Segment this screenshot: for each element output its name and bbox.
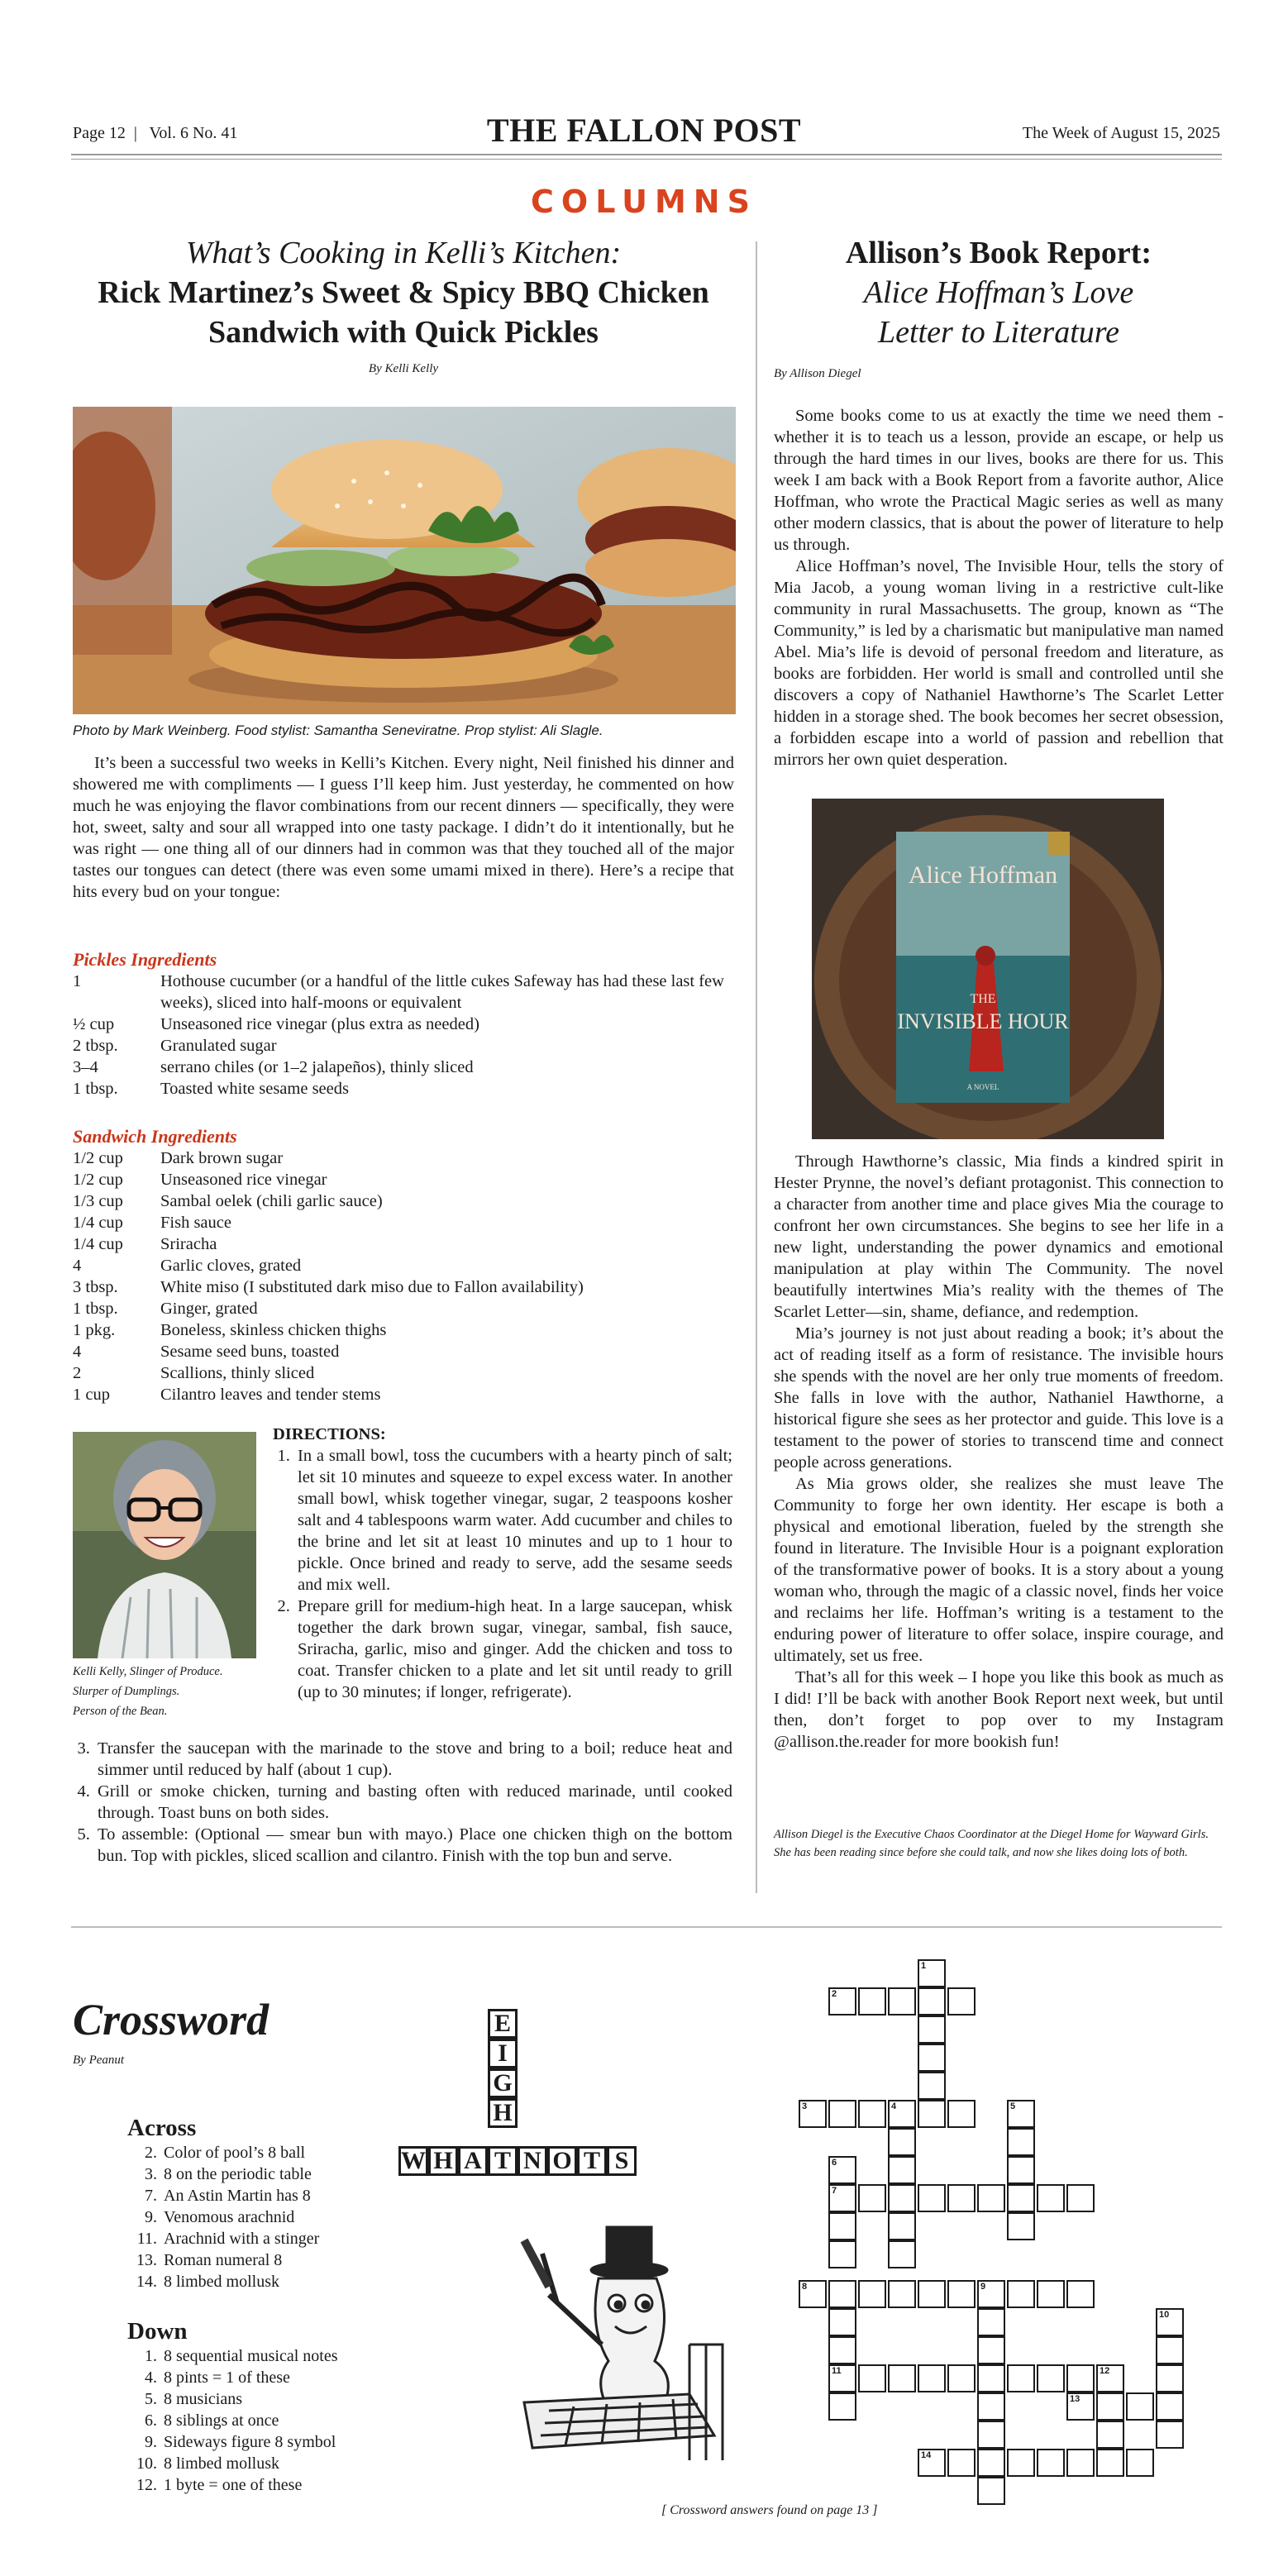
- grid-number: 4: [891, 2101, 897, 2111]
- grid-cell[interactable]: [918, 2044, 946, 2072]
- book-body-top: [774, 405, 1224, 770]
- grid-cell[interactable]: [1037, 2184, 1065, 2212]
- grid-cell[interactable]: [1156, 2364, 1184, 2392]
- book-paragraph: Through Hawthorne’s classic, Mia finds a kindred spirit in Hester Prynne, the novel’s defiant protagonist. This connection to a character from another time and place gives Mia the courage to confront her own circumstances. She begins to see her life in a new light, understanding the power dynamics and emotional manipulation at play within The Community. The novel beautifully intertwines Mia’s reality with the themes of The Scarlet Letter—sin, shame, defiance, and redemption.: [774, 1152, 1224, 1321]
- clue-item: [127, 2388, 392, 2410]
- recipe-byline: By Kelli Kelly: [368, 362, 439, 375]
- grid-cell[interactable]: [977, 2449, 1005, 2477]
- clue-item: [127, 2206, 392, 2228]
- grid-number: 2: [832, 1989, 837, 1999]
- bio-line: Kelli Kelly, Slinger of Produce.: [73, 1665, 223, 1678]
- grid-cell[interactable]: [1096, 2449, 1124, 2477]
- ingredient-qty: 1/4 cup: [73, 1235, 123, 1253]
- sandwich-heading: Sandwich Ingredients: [73, 1126, 237, 1147]
- book-cover-illustration: [812, 799, 1164, 1139]
- ingredient-row: [73, 971, 734, 1014]
- grid-cell[interactable]: [858, 2100, 886, 2128]
- book-paragraph: Mia’s journey is not just about reading a book; it’s about the act of reading itself as a form of resistance. The invisible hours she spends with the novel are her only true moments of freedom. She falls in love with the author, Nathaniel Hawthorne, a historical figure she sees as her protector and guide. This love is a testament to the power of stories to transcend time and connect people across generations.: [774, 1324, 1224, 1472]
- clue-item: [127, 2345, 392, 2367]
- grid-cell[interactable]: [918, 1987, 946, 2015]
- ingredient-item: Granulated sugar: [160, 1037, 277, 1055]
- down-list: [127, 2345, 392, 2496]
- grid-cell[interactable]: [947, 2280, 976, 2308]
- clue-item: [127, 2142, 392, 2163]
- ingredient-qty: 1/2 cup: [73, 1149, 123, 1167]
- directions-block-top: [273, 1424, 732, 1703]
- grid-cell[interactable]: [888, 2364, 916, 2392]
- across-list: [127, 2142, 392, 2292]
- grid-cell[interactable]: [828, 2280, 856, 2308]
- book-article: [774, 233, 1224, 381]
- grid-cell[interactable]: [1156, 2336, 1184, 2364]
- newspaper-title: THE FALLON POST: [486, 112, 802, 149]
- grid-cell[interactable]: [918, 2449, 946, 2477]
- sandwich-photo: [73, 407, 736, 714]
- grid-cell[interactable]: [799, 2100, 827, 2128]
- ingredient-row: [73, 1190, 734, 1212]
- grid-number: 12: [1100, 2366, 1110, 2376]
- directions-title: DIRECTIONS:: [273, 1425, 386, 1443]
- clue-text: 8 musicians: [164, 2390, 242, 2408]
- ingredient-qty: 1: [73, 972, 82, 990]
- recipe-intro: [73, 752, 734, 903]
- clue-item: [127, 2163, 392, 2185]
- example-letter-cell: E: [488, 2009, 518, 2039]
- crossword-byline: By Peanut: [73, 2054, 125, 2067]
- ingredient-qty: 1/3 cup: [73, 1192, 123, 1210]
- column-divider: [756, 241, 757, 1893]
- grid-cell[interactable]: [828, 2240, 856, 2268]
- grid-cell[interactable]: [828, 2336, 856, 2364]
- peanut-illustration: [499, 2221, 747, 2469]
- ingredient-row: [73, 1169, 734, 1190]
- book-subhead: Alice Hoffman’s Love Letter to Literature: [863, 275, 1134, 350]
- grid-cell[interactable]: [1156, 2421, 1184, 2449]
- example-letter-cell: T: [488, 2146, 518, 2176]
- grid-number: 5: [1010, 2101, 1016, 2111]
- grid-cell[interactable]: [977, 2336, 1005, 2364]
- clue-number: 10.: [136, 2454, 157, 2473]
- clue-number: 14.: [136, 2273, 157, 2291]
- example-letter-cell: W: [398, 2146, 428, 2176]
- book-paragraph: That’s all for this week – I hope you like this book as much as I did! I’ll be back with another Book Report next week, but until then, don’t forget to pop over to my Instagram @allison.the.reader for more bookish fun!: [774, 1668, 1224, 1751]
- grid-cell[interactable]: [918, 1959, 946, 1987]
- grid-cell[interactable]: [828, 2212, 856, 2240]
- grid-cell[interactable]: [947, 2364, 976, 2392]
- grid-cell[interactable]: [918, 2364, 946, 2392]
- grid-cell[interactable]: [1066, 2449, 1095, 2477]
- bio-line: Person of the Bean.: [73, 1705, 168, 1718]
- grid-number: 3: [802, 2101, 808, 2111]
- grid-cell[interactable]: [888, 2156, 916, 2184]
- grid-cell[interactable]: [1066, 2280, 1095, 2308]
- masthead-rule-thin: [71, 159, 1222, 160]
- grid-cell[interactable]: [1126, 2449, 1154, 2477]
- ingredient-qty: 2: [73, 1364, 82, 1382]
- clue-text: Sideways figure 8 symbol: [164, 2433, 336, 2451]
- book-headline: Allison’s Book Report:: [845, 236, 1152, 270]
- ingredient-item: Sambal oelek (chili garlic sauce): [160, 1192, 383, 1210]
- clue-text: 8 limbed mollusk: [164, 2454, 279, 2473]
- pickles-ingredients: [73, 949, 734, 1100]
- clue-item: [127, 2185, 392, 2206]
- example-letter-cell: I: [488, 2039, 518, 2068]
- clue-text: 1 byte = one of these: [164, 2476, 303, 2494]
- clue-item: [127, 2249, 392, 2271]
- ingredient-qty: 4: [73, 1257, 82, 1275]
- clue-item: [127, 2367, 392, 2388]
- grid-cell[interactable]: [1007, 2449, 1035, 2477]
- grid-cell[interactable]: [828, 2100, 856, 2128]
- grid-cell[interactable]: [1096, 2364, 1124, 2392]
- ingredient-row: [73, 1233, 734, 1255]
- cover-tag: A NOVEL: [966, 1083, 999, 1091]
- grid-cell[interactable]: [888, 2212, 916, 2240]
- clue-item: [127, 2453, 392, 2474]
- grid-cell[interactable]: [947, 2100, 976, 2128]
- clue-number: 1.: [145, 2347, 157, 2365]
- grid-cell[interactable]: [1007, 2364, 1035, 2392]
- grid-cell[interactable]: [1156, 2308, 1184, 2336]
- cover-title: INVISIBLE HOUR: [897, 1009, 1069, 1033]
- grid-cell[interactable]: [828, 2156, 856, 2184]
- grid-cell[interactable]: [977, 2308, 1005, 2336]
- pickles-heading: Pickles Ingredients: [73, 949, 217, 970]
- ingredient-item: Fish sauce: [160, 1214, 231, 1232]
- grid-cell[interactable]: [888, 2128, 916, 2156]
- ingredient-qty: 3–4: [73, 1058, 98, 1076]
- grid-cell[interactable]: [977, 2421, 1005, 2449]
- grid-cell[interactable]: [1007, 2212, 1035, 2240]
- grid-cell[interactable]: [1007, 2156, 1035, 2184]
- ingredient-row: [73, 1255, 734, 1276]
- ingredient-item: Sesame seed buns, toasted: [160, 1343, 340, 1361]
- example-letter-cell: G: [488, 2068, 518, 2098]
- grid-cell[interactable]: [858, 2184, 886, 2212]
- ingredient-row: [73, 1212, 734, 1233]
- ingredient-qty: ½ cup: [73, 1015, 115, 1033]
- ingredient-qty: 1/4 cup: [73, 1214, 123, 1232]
- directions-list-top: [273, 1445, 732, 1703]
- grid-cell[interactable]: [977, 2392, 1005, 2421]
- ingredient-item: Sriracha: [160, 1235, 217, 1253]
- clue-number: 2.: [145, 2144, 157, 2162]
- grid-number: 8: [802, 2282, 808, 2292]
- grid-cell[interactable]: [977, 2477, 1005, 2505]
- grid-cell[interactable]: [1096, 2392, 1124, 2421]
- grid-cell[interactable]: [1007, 2184, 1035, 2212]
- grid-cell[interactable]: [1096, 2421, 1124, 2449]
- directions-list-bottom: [73, 1738, 732, 1867]
- section-rule: [71, 1926, 1222, 1928]
- ingredient-row: [73, 1057, 734, 1078]
- ingredient-qty: 1 cup: [73, 1386, 110, 1404]
- ingredient-item: Dark brown sugar: [160, 1149, 284, 1167]
- clue-text: Roman numeral 8: [164, 2251, 283, 2269]
- recipe-article: [73, 233, 734, 376]
- clue-text: 8 on the periodic table: [164, 2165, 312, 2183]
- book-author-note: Allison Diegel is the Executive Chaos Coordinator at the Diegel Home for Wayward Girls. She has been reading since before she could talk, and now she likes doing lots of both.: [774, 1828, 1209, 1859]
- direction-step: 2. Prepare grill for medium-high heat. In a large saucepan, whisk together the dark brown sugar, vinegar, sambal, fish sauce, Sriracha, garlic, miso and ginger. Add the chicken and toss to coat. Transfer chicken to a plate and let sit until ready to grill (up to 30 minutes; if longer, refrigerate).: [294, 1596, 732, 1703]
- clue-text: 8 pints = 1 of these: [164, 2368, 290, 2387]
- example-letter-cell: A: [458, 2146, 488, 2176]
- ingredient-qty: 2 tbsp.: [73, 1037, 118, 1055]
- grid-cell[interactable]: [1007, 2128, 1035, 2156]
- grid-cell[interactable]: [977, 2364, 1005, 2392]
- recipe-intro-paragraph: It’s been a successful two weeks in Kelli’s Kitchen. Every night, Neil finished his dinner and showered me with compliments — I guess I’ll keep him. Just yesterday, he commented on how much he was enjoying the flavor combinations from our recent dinners — specifically, they were hot, sweet, salty and sour all wrapped into one tasty package. I didn’t do it intentionally, but he was right — one thing all of our dinners had in common was that they touched all of the major tastes our tongues can detect (there was even some umami mixed in there). Here’s a recipe that hits every bud on your tongue:: [73, 754, 734, 901]
- example-letter-cell: H: [488, 2098, 518, 2128]
- grid-number: 6: [832, 2158, 837, 2168]
- grid-cell[interactable]: [888, 2240, 916, 2268]
- ingredient-item: White miso (I substituted dark miso due to Fallon availability): [160, 1278, 584, 1296]
- ingredient-row: [73, 1078, 734, 1100]
- grid-cell[interactable]: [828, 2364, 856, 2392]
- direction-step: 5. To assemble: (Optional — smear bun with mayo.) Place one chicken thigh on the bottom bun. Top with pickles, sliced scallion and cilantro. Finish with the top bun and serve.: [94, 1824, 732, 1867]
- ingredient-qty: 1/2 cup: [73, 1171, 123, 1189]
- grid-cell[interactable]: [1007, 2100, 1035, 2128]
- grid-number: 11: [832, 2366, 842, 2376]
- direction-step: 1. In a small bowl, toss the cucumbers with a hearty pinch of salt; let sit 10 minutes and squeeze to expel excess water. In another small bowl, whisk together vinegar, sugar, 2 teaspoons kosher salt and 4 tablespoons warm water. Add cucumber and chiles to the brine and let sit at least 10 minutes and up to 1 hour to pickle. Once brined and ready to serve, add the sesame seeds and mix well.: [294, 1445, 732, 1596]
- ingredient-qty: 3 tbsp.: [73, 1278, 118, 1296]
- clue-number: 13.: [136, 2251, 157, 2269]
- masthead-separator: |: [129, 124, 145, 142]
- answers-note: [ Crossword answers found on page 13 ]: [661, 2503, 878, 2517]
- grid-number: 10: [1159, 2310, 1170, 2320]
- clue-number: 9.: [145, 2208, 157, 2226]
- ingredient-row: [73, 1035, 734, 1057]
- ingredient-item: Toasted white sesame seeds: [160, 1080, 349, 1098]
- ingredient-item: Scallions, thinly sliced: [160, 1364, 315, 1382]
- direction-step: 4. Grill or smoke chicken, turning and basting often with reduced marinade, until cooked through. Toast buns on both sides.: [94, 1781, 732, 1824]
- example-letter-cell: H: [428, 2146, 458, 2176]
- example-letter-cell: T: [577, 2146, 607, 2176]
- cover-title-the: THE: [970, 992, 996, 1006]
- ingredient-row: [73, 1384, 734, 1405]
- book-paragraph: Some books come to us at exactly the time we need them - whether it is to teach us a lesson, provide an escape, or help us through the hard times in our lives, books are there for us. This week I am back with a Book Report from a favorite author, Alice Hoffman, who wrote the Practical Magic series as well as many other modern classics, that is about the power of literature to help us through.: [774, 407, 1224, 554]
- grid-cell[interactable]: [858, 1987, 886, 2015]
- bio-line: Slurper of Dumplings.: [73, 1685, 180, 1698]
- ingredient-qty: 1 pkg.: [73, 1321, 116, 1339]
- direction-step: 3. Transfer the saucepan with the marinade to the stove and bring to a boil; reduce heat and simmer until reduced by half (about 1 cup).: [94, 1738, 732, 1781]
- ingredient-item: Unseasoned rice vinegar (plus extra as needed): [160, 1015, 479, 1033]
- clue-item: [127, 2474, 392, 2496]
- ingredient-row: [73, 1147, 734, 1169]
- grid-cell[interactable]: [1156, 2392, 1184, 2421]
- down-clues: [127, 2318, 392, 2496]
- ingredient-row: [73, 1319, 734, 1341]
- grid-cell[interactable]: [918, 2184, 946, 2212]
- clue-item: [127, 2271, 392, 2292]
- clue-number: 3.: [145, 2165, 157, 2183]
- clue-number: 6.: [145, 2411, 157, 2430]
- grid-cell[interactable]: [888, 2100, 916, 2128]
- example-letter-cell: O: [547, 2146, 577, 2176]
- recipe-headline: Rick Martinez’s Sweet & Spicy BBQ Chicken Sandwich with Quick Pickles: [98, 275, 709, 350]
- book-paragraph: As Mia grows older, she realizes she must leave The Community to forge her own identity. Her escape is both a physical and emotional liberation, fueled by the strength she found in literature. The Invisible Hour is a poignant exploration of the transformative power of books. It is a story about a young woman who, through the magic of a classic novel, finds her voice and reclaims her life. Hoffman’s writing is a testament to the enduring power of literature to offer solace, inspire courage, and ultimately, set us free.: [774, 1475, 1224, 1665]
- grid-cell[interactable]: [799, 2280, 827, 2308]
- clue-number: 11.: [136, 2230, 157, 2248]
- clue-text: Color of pool’s 8 ball: [164, 2144, 306, 2162]
- ingredient-item: Unseasoned rice vinegar: [160, 1171, 327, 1189]
- grid-cell[interactable]: [918, 2280, 946, 2308]
- masthead-rule: [71, 154, 1222, 155]
- across-heading: Across: [127, 2115, 197, 2141]
- example-letter-cell: S: [607, 2146, 637, 2176]
- clue-number: 4.: [145, 2368, 157, 2387]
- clue-item: [127, 2431, 392, 2453]
- down-heading: Down: [127, 2318, 188, 2345]
- photo-caption: Photo by Mark Weinberg. Food stylist: Samantha Seneviratne. Prop stylist: Ali Slagle.: [73, 723, 603, 738]
- section-label: COLUMNS: [531, 184, 757, 220]
- crossword-title: Crossword: [73, 1995, 270, 2044]
- book-paragraph: Alice Hoffman’s novel, The Invisible Hour, tells the story of Mia Jacob, a young woman living in a restrictive cult-like community in rural Massachusetts. The group, known as “The Community,” is led by a charismatic but manipulative man named Abel. Mia’s life is devoid of personal freedom and literature, as books are forbidden. Her world is small and controlled until she discovers a copy of Nathaniel Hawthorne’s The Scarlet Letter hidden in a storage shed. The book becomes her secret obsession, a forbidden escape into a world of passion and rebellion that mirrors her own quiet desperation.: [774, 557, 1224, 769]
- clue-text: 8 sequential musical notes: [164, 2347, 338, 2365]
- grid-cell[interactable]: [1066, 2392, 1095, 2421]
- ingredient-row: [73, 1276, 734, 1298]
- author-portrait: [73, 1432, 256, 1658]
- grid-cell[interactable]: [977, 2280, 1005, 2308]
- grid-cell[interactable]: [947, 2449, 976, 2477]
- clue-number: 9.: [145, 2433, 157, 2451]
- clue-item: [127, 2228, 392, 2249]
- clue-text: Arachnid with a stinger: [164, 2230, 320, 2248]
- directions-block-bottom: [73, 1738, 732, 1867]
- clue-text: 8 siblings at once: [164, 2411, 279, 2430]
- grid-cell[interactable]: [888, 2184, 916, 2212]
- ingredient-item: Cilantro leaves and tender stems: [160, 1386, 381, 1404]
- grid-cell[interactable]: [918, 2015, 946, 2044]
- clue-number: 5.: [145, 2390, 157, 2408]
- across-clues: [127, 2115, 392, 2292]
- ingredient-item: Hothouse cucumber (or a handful of the little cukes Safeway has had these last few weeks), sliced into half-moons or equivalent: [160, 972, 724, 1012]
- grid-cell[interactable]: [1066, 2184, 1095, 2212]
- author-bio: [73, 1662, 263, 1721]
- recipe-kicker: What’s Cooking in Kelli’s Kitchen:: [185, 236, 622, 270]
- grid-number: 14: [921, 2450, 932, 2460]
- grid-number: 13: [1070, 2394, 1080, 2404]
- clue-text: Venomous arachnid: [164, 2208, 295, 2226]
- grid-cell[interactable]: [828, 1987, 856, 2015]
- ingredient-row: [73, 1298, 734, 1319]
- grid-cell[interactable]: [1126, 2392, 1154, 2421]
- ingredient-item: serrano chiles (or 1–2 jalapeños), thinly sliced: [160, 1058, 474, 1076]
- ingredient-item: Boneless, skinless chicken thighs: [160, 1321, 387, 1339]
- peanut-mascot-drawing: [499, 2221, 747, 2469]
- example-letter-cell: N: [518, 2146, 547, 2176]
- grid-number: 1: [921, 1961, 927, 1971]
- grid-cell[interactable]: [947, 1987, 976, 2015]
- ingredient-row: [73, 1362, 734, 1384]
- clue-number: 7.: [145, 2187, 157, 2205]
- clue-item: [127, 2410, 392, 2431]
- volume-number: Vol. 6 No. 41: [149, 124, 238, 142]
- grid-cell[interactable]: [828, 2308, 856, 2336]
- clue-text: 8 limbed mollusk: [164, 2273, 279, 2291]
- grid-cell[interactable]: [1037, 2364, 1065, 2392]
- ingredient-row: [73, 1341, 734, 1362]
- sandwich-illustration: [73, 407, 736, 714]
- grid-cell[interactable]: [858, 2280, 886, 2308]
- book-byline: By Allison Diegel: [774, 367, 861, 380]
- grid-cell[interactable]: [1037, 2449, 1065, 2477]
- grid-cell[interactable]: [858, 2364, 886, 2392]
- sandwich-ingredients: [73, 1126, 734, 1405]
- ingredient-qty: 1 tbsp.: [73, 1300, 118, 1318]
- grid-cell[interactable]: [918, 2072, 946, 2100]
- ingredient-row: [73, 1014, 734, 1035]
- grid-number: 9: [980, 2282, 986, 2292]
- ingredient-item: Ginger, grated: [160, 1300, 258, 1318]
- book-cover-photo: [812, 799, 1164, 1139]
- grid-cell[interactable]: [1066, 2364, 1095, 2392]
- ingredient-qty: 1 tbsp.: [73, 1080, 118, 1098]
- grid-cell[interactable]: [828, 2184, 856, 2212]
- page-number: Page 12: [73, 124, 126, 142]
- grid-cell[interactable]: [1037, 2280, 1065, 2308]
- grid-cell[interactable]: [918, 2100, 946, 2128]
- grid-cell[interactable]: [977, 2184, 1005, 2212]
- grid-cell[interactable]: [888, 1987, 916, 2015]
- cover-author: Alice Hoffman: [908, 861, 1058, 889]
- issue-date: The Week of August 15, 2025: [1022, 124, 1220, 142]
- clue-number: 12.: [136, 2476, 157, 2494]
- grid-cell[interactable]: [828, 2392, 856, 2421]
- grid-cell[interactable]: [947, 2184, 976, 2212]
- clue-text: An Astin Martin has 8: [164, 2187, 311, 2205]
- grid-number: 7: [832, 2186, 837, 2196]
- ingredient-qty: 4: [73, 1343, 82, 1361]
- book-body-bottom: [774, 1151, 1224, 1753]
- author-photo: [73, 1432, 256, 1658]
- ingredient-item: Garlic cloves, grated: [160, 1257, 302, 1275]
- grid-cell[interactable]: [1007, 2280, 1035, 2308]
- grid-cell[interactable]: [888, 2280, 916, 2308]
